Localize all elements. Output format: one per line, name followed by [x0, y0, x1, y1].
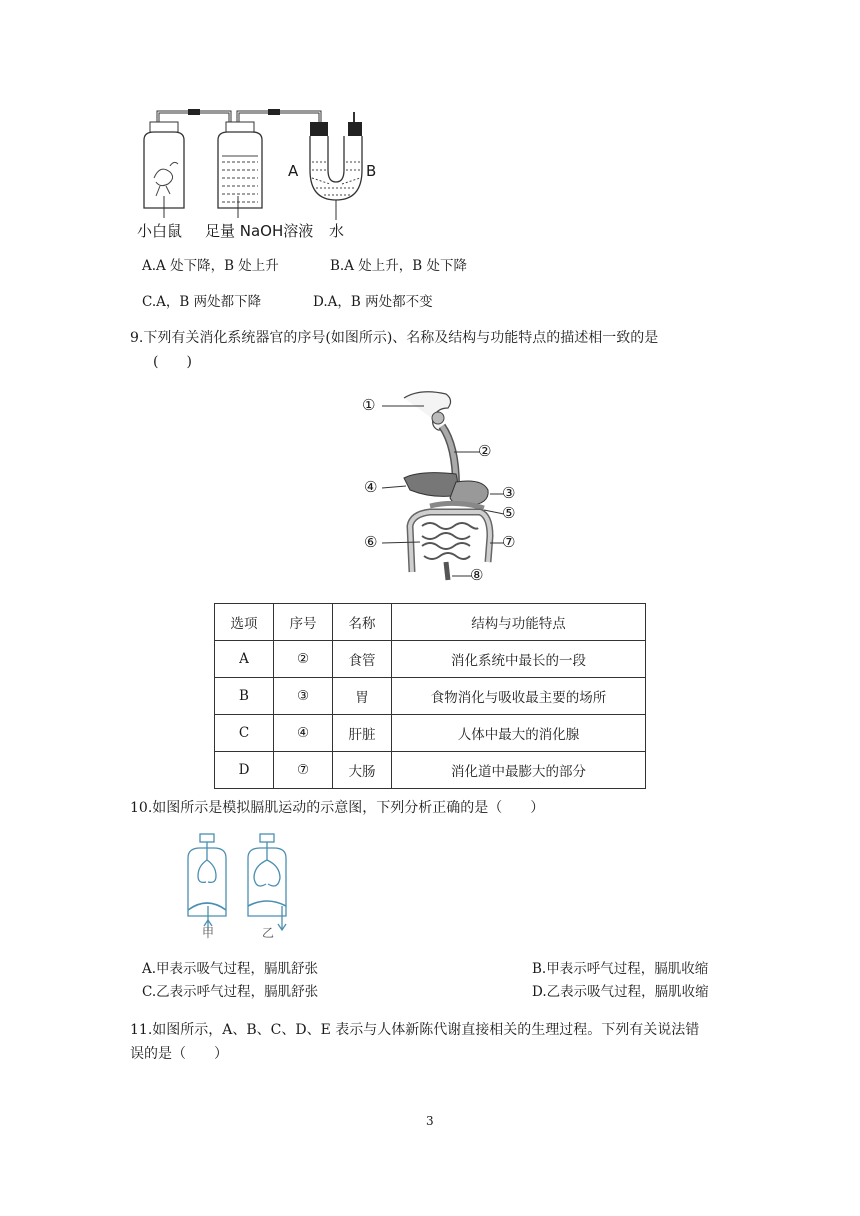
table-cell: A [215, 641, 274, 678]
marker-1: ① [362, 396, 376, 414]
table-cell: ② [274, 641, 333, 678]
q10-stem: 10.如图所示是模拟膈肌运动的示意图，下列分析正确的是（ ） [130, 800, 545, 816]
table-cell: 胃 [333, 678, 392, 715]
label-a: A [288, 162, 299, 180]
marker-4: ④ [364, 478, 378, 496]
table-header-cell: 结构与功能特点 [392, 604, 646, 641]
q11-stem-line1: 11.如图所示，A、B、C、D、E 表示与人体新陈代谢直接相关的生理过程。下列有关说法错 [130, 1022, 700, 1038]
table-cell: 人体中最大的消化腺 [392, 715, 646, 752]
q9-stem-line2: ( ) [153, 354, 192, 370]
label-yi: 乙 [262, 926, 275, 940]
table-row [215, 715, 646, 752]
marker-8: ⑧ [470, 566, 484, 584]
marker-6: ⑥ [364, 533, 378, 551]
table-cell: C [215, 715, 274, 752]
label-naoh: 足量 NaOH溶液 [205, 222, 314, 240]
table-cell: 大肠 [333, 752, 392, 789]
q11-stem-line2: 误的是（ ） [130, 1046, 228, 1062]
q10-option-b[interactable]: B.甲表示呼气过程，膈肌收缩 [532, 961, 709, 977]
table-cell: 消化系统中最长的一段 [392, 641, 646, 678]
table-row [215, 678, 646, 715]
marker-2: ② [478, 442, 492, 460]
q8-option-d[interactable]: D.A，B 两处都不变 [313, 294, 433, 310]
q10-option-a[interactable]: A.甲表示吸气过程，膈肌舒张 [142, 961, 319, 977]
table-header-cell: 序号 [274, 604, 333, 641]
table-cell: 肝脏 [333, 715, 392, 752]
digestive-system-figure [360, 386, 530, 586]
table-header-row [215, 604, 646, 641]
marker-5: ⑤ [502, 504, 516, 522]
table-cell: D [215, 752, 274, 789]
table-cell: 食物消化与吸收最主要的场所 [392, 678, 646, 715]
label-jia: 甲 [202, 926, 215, 940]
diaphragm-figure [180, 830, 300, 942]
marker-3: ③ [502, 484, 516, 502]
q9-stem-line1: 9.下列有关消化系统器官的序号(如图所示)、名称及结构与功能特点的描述相一致的是 [130, 330, 659, 346]
q8-option-c[interactable]: C.A，B 两处都下降 [142, 294, 262, 310]
q10-option-c[interactable]: C.乙表示呼气过程，膈肌舒张 [142, 984, 319, 1000]
q9-table [214, 603, 646, 789]
label-mouse: 小白鼠 [137, 222, 183, 240]
diaphragm-drawing [180, 830, 300, 942]
table-cell: 食管 [333, 641, 392, 678]
label-b: B [366, 162, 377, 180]
table-cell: ③ [274, 678, 333, 715]
q10-option-d[interactable]: D.乙表示吸气过程，膈肌收缩 [532, 984, 709, 1000]
q8-option-b[interactable]: B.A 处上升，B 处下降 [330, 258, 467, 274]
table-row [215, 641, 646, 678]
table-header-cell: 选项 [215, 604, 274, 641]
table-cell: B [215, 678, 274, 715]
table-row [215, 752, 646, 789]
table-cell: 消化道中最膨大的部分 [392, 752, 646, 789]
table-header-cell: 名称 [333, 604, 392, 641]
q8-option-a[interactable]: A.A 处下降，B 处上升 [142, 258, 279, 274]
page-number: 3 [426, 1114, 434, 1128]
label-water: 水 [329, 222, 345, 240]
marker-7: ⑦ [502, 533, 516, 551]
table-cell: ⑦ [274, 752, 333, 789]
table-cell: ④ [274, 715, 333, 752]
